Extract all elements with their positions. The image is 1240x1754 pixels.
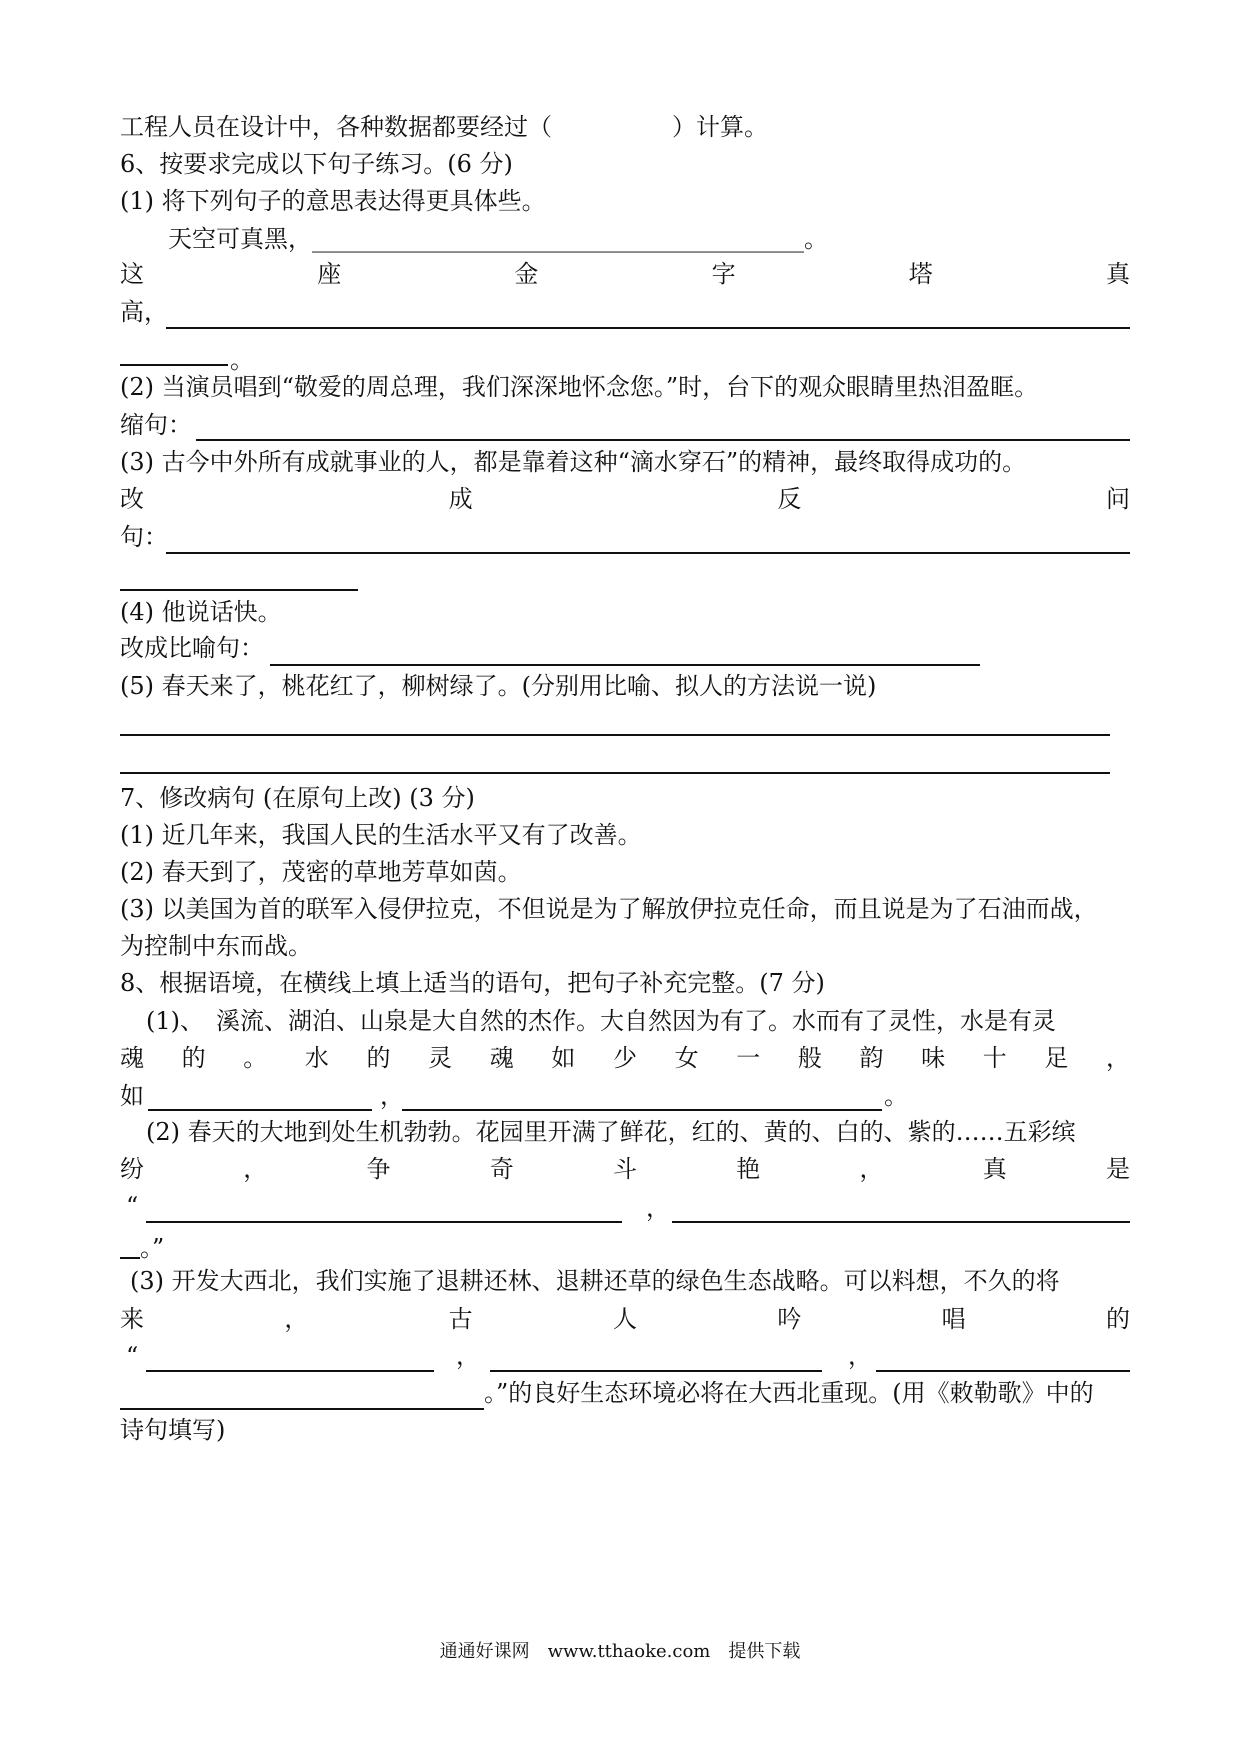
answer-blank[interactable] bbox=[402, 1109, 882, 1111]
spread-char: 味 bbox=[921, 1044, 946, 1072]
spread-char: 吟 bbox=[777, 1305, 802, 1333]
answer-blank[interactable] bbox=[490, 1370, 822, 1372]
answer-blank[interactable] bbox=[120, 364, 228, 366]
spread-char: 魂 bbox=[489, 1044, 514, 1072]
spread-char: 女 bbox=[674, 1044, 699, 1072]
spread-char: ， bbox=[243, 1155, 268, 1183]
spread-char: 如 bbox=[551, 1044, 576, 1072]
q6-part3-title: (3) 古今中外所有成就事业的人，都是靠着这种“滴水穿石”的精神，最终取得成功的。 bbox=[120, 448, 1027, 476]
q6-part2-label: 缩句： bbox=[120, 411, 192, 439]
spread-char: 字 bbox=[711, 260, 736, 288]
spread-char: 争 bbox=[366, 1155, 391, 1183]
answer-blank[interactable] bbox=[148, 1109, 372, 1111]
spread-char: 座 bbox=[317, 260, 342, 288]
spread-char: 艳 bbox=[736, 1155, 761, 1183]
q5-tail-line: 工程人员在设计中，各种数据都要经过（ ）计算。 bbox=[120, 113, 768, 141]
answer-blank[interactable] bbox=[196, 439, 1130, 441]
q8-part2-open-quote: “ bbox=[126, 1192, 139, 1220]
answer-blank[interactable] bbox=[166, 552, 1130, 554]
spread-char: ， bbox=[859, 1155, 884, 1183]
q6-part2-title: (2) 当演员唱到“敬爱的周总理，我们深深地怀念您。”时，台下的观众眼睛里热泪盈眶。 bbox=[120, 373, 1039, 401]
spread-char: 纷 bbox=[120, 1155, 144, 1183]
spread-char: 的 bbox=[1105, 1305, 1130, 1333]
spread-char: 斗 bbox=[613, 1155, 637, 1183]
answer-blank[interactable] bbox=[120, 772, 1110, 774]
q8-part3-open-quote: “ bbox=[126, 1342, 139, 1370]
q8-part1-fill-end: 。 bbox=[884, 1082, 908, 1110]
spread-char: 韵 bbox=[859, 1044, 884, 1072]
answer-blank[interactable] bbox=[120, 1408, 484, 1410]
spread-char: 奇 bbox=[489, 1155, 514, 1183]
q8-part3-line1: (3) 开发大西北，我们实施了退耕还林、退耕还草的绿色生态战略。可以料想，不久的将 bbox=[130, 1267, 1060, 1295]
answer-blank[interactable] bbox=[166, 327, 1130, 329]
q6-part1-sentence1: 天空可真黑，_________________________________________。 bbox=[168, 225, 828, 253]
q8-part2-end: 。” bbox=[140, 1234, 165, 1262]
q7-sentence1: (1) 近几年来，我国人民的生活水平又有了改善。 bbox=[120, 821, 642, 849]
spread-char: 的 bbox=[181, 1044, 206, 1072]
q6-part4-label: 改成比喻句： bbox=[120, 634, 264, 662]
answer-blank[interactable] bbox=[120, 734, 1110, 736]
q7-sentence3-line1: (3) 以美国为首的联军入侵伊拉克，不但说是为了解放伊拉克任命，而且说是为了石油而战， bbox=[120, 895, 1098, 923]
answer-blank[interactable] bbox=[876, 1370, 1130, 1372]
q7-title: 7、修改病句 (在原句上改) (3 分) bbox=[120, 784, 475, 812]
spread-char: 反 bbox=[777, 485, 802, 513]
spread-char: 人 bbox=[612, 1305, 637, 1333]
q6-part3-spread bbox=[120, 483, 1130, 515]
q8-part3-sep1: ， bbox=[456, 1342, 480, 1370]
q7-sentence2: (2) 春天到了，茂密的草地芳草如茵。 bbox=[120, 858, 522, 886]
answer-blank[interactable] bbox=[146, 1370, 434, 1372]
spread-char: 水 bbox=[304, 1044, 329, 1072]
spread-char: 一 bbox=[736, 1044, 761, 1072]
q8-part1-fill-start: 如 bbox=[120, 1082, 144, 1110]
page-footer: 通通好课网 www.tthaoke.com 提供下载 bbox=[439, 1641, 801, 1662]
spread-char: 金 bbox=[514, 260, 539, 288]
spread-char: 塔 bbox=[908, 260, 933, 288]
spread-char: 十 bbox=[982, 1044, 1007, 1072]
spread-char: 真 bbox=[982, 1155, 1007, 1183]
q8-part3-end: 。”的良好生态环境必将在大西北重现。(用《敕勒歌》中的 bbox=[484, 1379, 1094, 1407]
q8-part1-line1: (1)、 溪流、湖泊、山泉是大自然的杰作。大自然因为有了。水而有了灵性，水是有灵 bbox=[146, 1007, 1056, 1035]
spread-char: 古 bbox=[448, 1305, 473, 1333]
spread-char: 改 bbox=[120, 485, 144, 513]
q6-part1-sentence2-spread bbox=[120, 258, 1130, 290]
q6-part3-end: 句： bbox=[120, 523, 168, 551]
q8-part1-fill-sep: ， bbox=[380, 1082, 404, 1110]
q6-title: 6、按要求完成以下句子练习。(6 分) bbox=[120, 150, 513, 178]
q6-part1-sentence2-end: 高， bbox=[120, 298, 168, 326]
spread-char: 真 bbox=[1105, 260, 1130, 288]
spread-char: 这 bbox=[120, 260, 144, 288]
spread-char: ， bbox=[284, 1305, 309, 1333]
q8-part1-spread bbox=[120, 1042, 1130, 1074]
spread-char: 少 bbox=[613, 1044, 637, 1072]
q6-part4-title: (4) 他说话快。 bbox=[120, 598, 282, 626]
spread-char: 般 bbox=[797, 1044, 822, 1072]
spread-char: 。 bbox=[243, 1044, 268, 1072]
spread-char: 的 bbox=[366, 1044, 391, 1072]
spread-char: 成 bbox=[448, 485, 473, 513]
q8-part3-note: 诗句填写) bbox=[120, 1416, 226, 1444]
spread-char: 足 bbox=[1044, 1044, 1069, 1072]
spread-char: 是 bbox=[1106, 1155, 1130, 1183]
spread-char: 问 bbox=[1105, 485, 1130, 513]
answer-blank[interactable] bbox=[146, 1221, 622, 1223]
q8-part2-line1: (2) 春天的大地到处生机勃勃。花园里开满了鲜花，红的、黄的、白的、紫的……五彩缤 bbox=[146, 1118, 1076, 1146]
answer-blank[interactable] bbox=[270, 664, 980, 666]
q8-title: 8、根据语境，在横线上填上适当的语句，把句子补充完整。(7 分) bbox=[120, 969, 825, 997]
spread-char: 唱 bbox=[941, 1305, 966, 1333]
spread-char: 来 bbox=[120, 1305, 144, 1333]
spread-char: ， bbox=[1106, 1044, 1130, 1072]
q8-part3-sep2: ， bbox=[848, 1342, 872, 1370]
spread-char: 灵 bbox=[428, 1044, 453, 1072]
answer-blank[interactable] bbox=[672, 1221, 1130, 1223]
q8-part3-spread bbox=[120, 1303, 1130, 1335]
q8-part2-sep: ， bbox=[646, 1194, 670, 1222]
q6-part1-sentence2-tail: 。 bbox=[230, 346, 254, 374]
q7-sentence3-line2: 为控制中东而战。 bbox=[120, 932, 312, 960]
q6-part1-title: (1) 将下列句子的意思表达得更具体些。 bbox=[120, 187, 546, 215]
spread-char: 魂 bbox=[120, 1044, 144, 1072]
q8-part2-spread bbox=[120, 1153, 1130, 1185]
answer-blank[interactable] bbox=[120, 589, 358, 591]
q6-part5-title: (5) 春天来了，桃花红了，柳树绿了。(分别用比喻、拟人的方法说一说) bbox=[120, 672, 877, 700]
answer-blank[interactable] bbox=[120, 1257, 140, 1259]
